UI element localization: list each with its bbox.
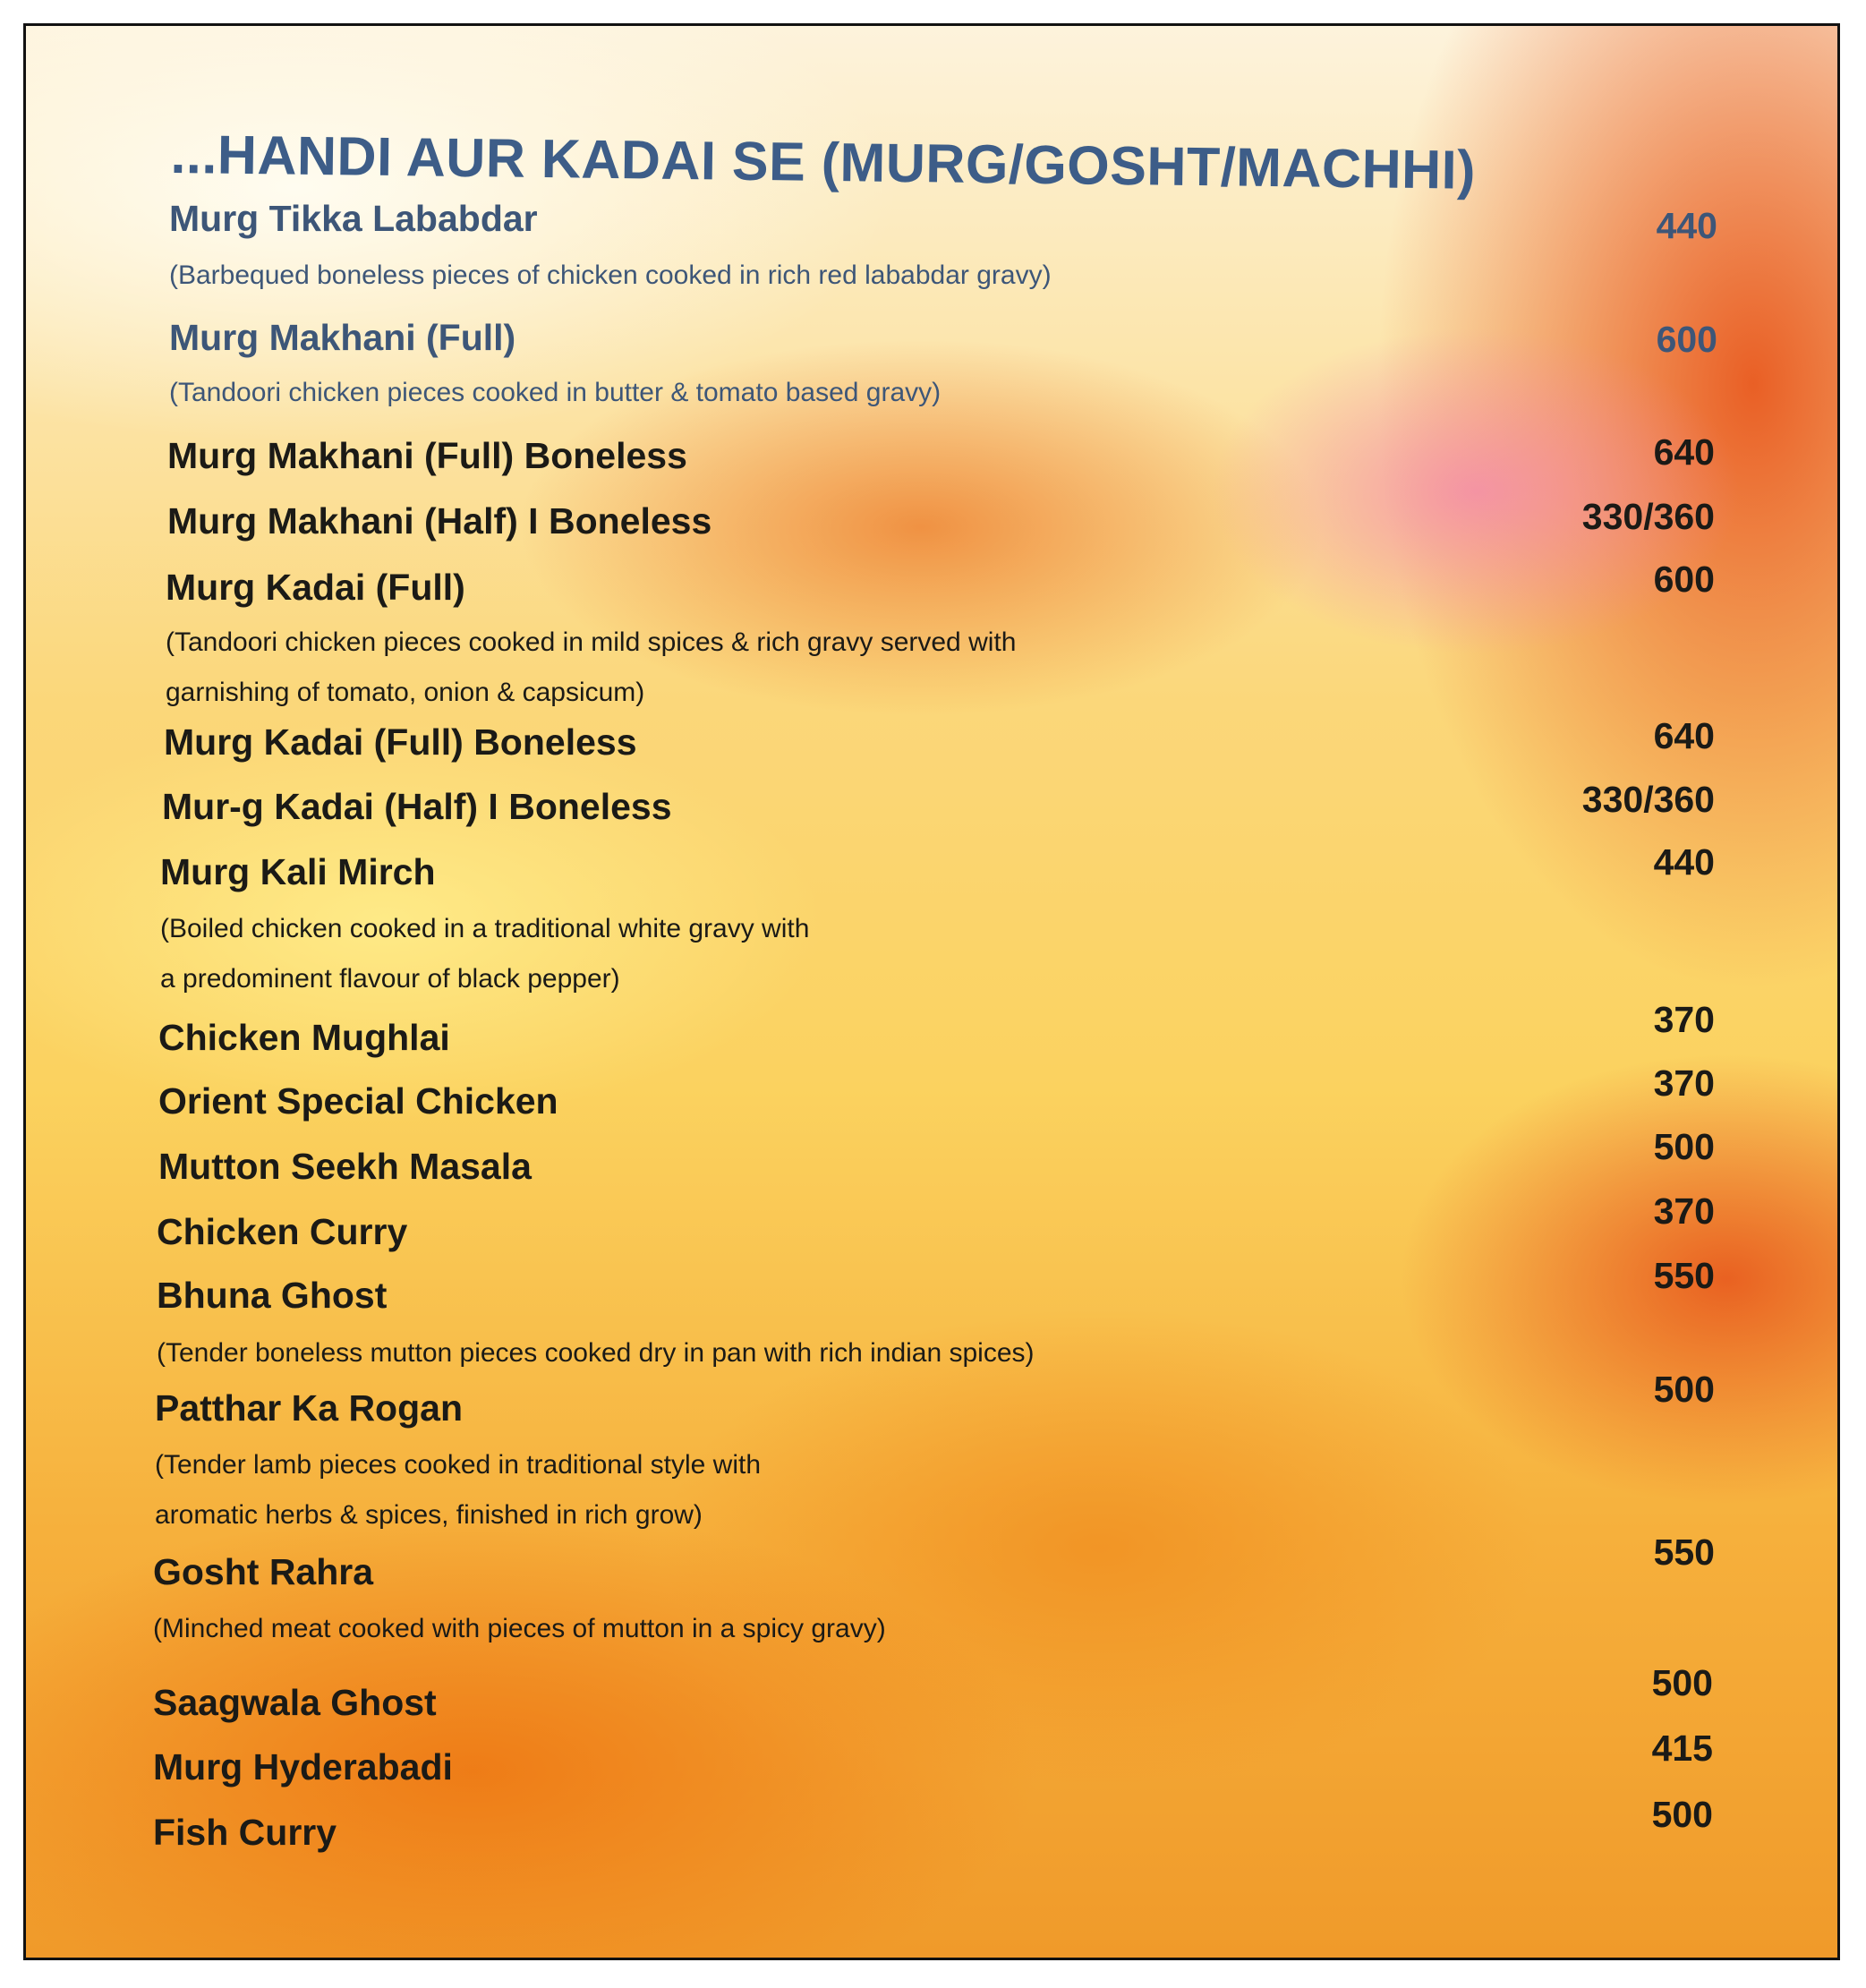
menu-item-description: (Tandoori chicken pieces cooked in mild spices & rich gravy served with garnishing of tomato, onion & capsicum) (166, 627, 1017, 707)
menu-item-name: Murg Kadai (Full) Boneless (164, 721, 637, 763)
menu-item-price: 440 (1653, 841, 1715, 883)
menu-item-price: 370 (1653, 1062, 1715, 1104)
menu-item-name: Mutton Seekh Masala (158, 1146, 532, 1187)
menu-item-name: Murg Kali Mirch (160, 851, 436, 892)
menu-item-description: (Tandoori chicken pieces cooked in butter & tomato based gravy) (169, 378, 942, 407)
menu-item-name: Orient Special Chicken (158, 1080, 558, 1122)
menu-item-price: 600 (1656, 319, 1717, 360)
menu-item-price: 500 (1653, 1126, 1715, 1167)
menu-item-name: Murg Makhani (Full) (169, 317, 516, 358)
menu-item-price: 500 (1651, 1662, 1713, 1703)
menu-item-name: Saagwala Ghost (153, 1682, 437, 1723)
menu-item-price: 550 (1653, 1532, 1715, 1573)
menu-item-description: (Tender boneless mutton pieces cooked dry in pan with rich indian spices) (157, 1338, 1035, 1368)
menu-item-name: Bhuna Ghost (157, 1275, 388, 1316)
menu-item-name: Murg Makhani (Full) Boneless (167, 435, 687, 476)
menu-item-name: Gosht Rahra (153, 1551, 374, 1592)
menu-item-description: (Tender lamb pieces cooked in traditional style with aromatic herbs & spices, finished in rich grow) (155, 1450, 762, 1530)
menu-item-name: Murg Kadai (Full) (166, 567, 465, 608)
menu-item-name: Fish Curry (153, 1812, 337, 1853)
menu-item-price: 600 (1653, 559, 1715, 600)
menu-item-price: 500 (1651, 1794, 1713, 1835)
menu-item-description: (Barbequed boneless pieces of chicken cooked in rich red lababdar gravy) (169, 260, 1052, 290)
menu-item-price: 640 (1653, 715, 1715, 756)
menu-item-name: Mur-g Kadai (Half) I Boneless (162, 786, 672, 827)
menu-item-name: Patthar Ka Rogan (155, 1387, 463, 1429)
menu-item-price: 440 (1656, 205, 1717, 246)
menu-section-title: ...HANDI AUR KADAI SE (MURG/GOSHT/MACHHI) (170, 123, 1477, 201)
menu-item-name: Chicken Curry (157, 1211, 408, 1252)
menu-item-price: 370 (1653, 999, 1715, 1040)
menu-item-description: (Minched meat cooked with pieces of mutton in a spicy gravy) (153, 1614, 886, 1643)
menu-item-description: (Boiled chicken cooked in a traditional white gravy with a predominent flavour of black pepper) (160, 914, 810, 994)
menu-item-name: Murg Makhani (Half) I Boneless (167, 500, 712, 542)
menu-item-name: Murg Tikka Lababdar (169, 198, 538, 239)
menu-item-price: 370 (1653, 1190, 1715, 1232)
menu-item-price: 550 (1653, 1255, 1715, 1296)
menu-item-price: 415 (1651, 1728, 1713, 1769)
menu-item-name: Chicken Mughlai (158, 1017, 450, 1058)
menu-page (23, 23, 1840, 1960)
menu-item-price: 330/360 (1581, 779, 1715, 820)
menu-item-price: 500 (1653, 1369, 1715, 1410)
menu-item-name: Murg Hyderabadi (153, 1746, 453, 1787)
menu-item-price: 640 (1653, 431, 1715, 473)
menu-item-price: 330/360 (1581, 496, 1715, 537)
